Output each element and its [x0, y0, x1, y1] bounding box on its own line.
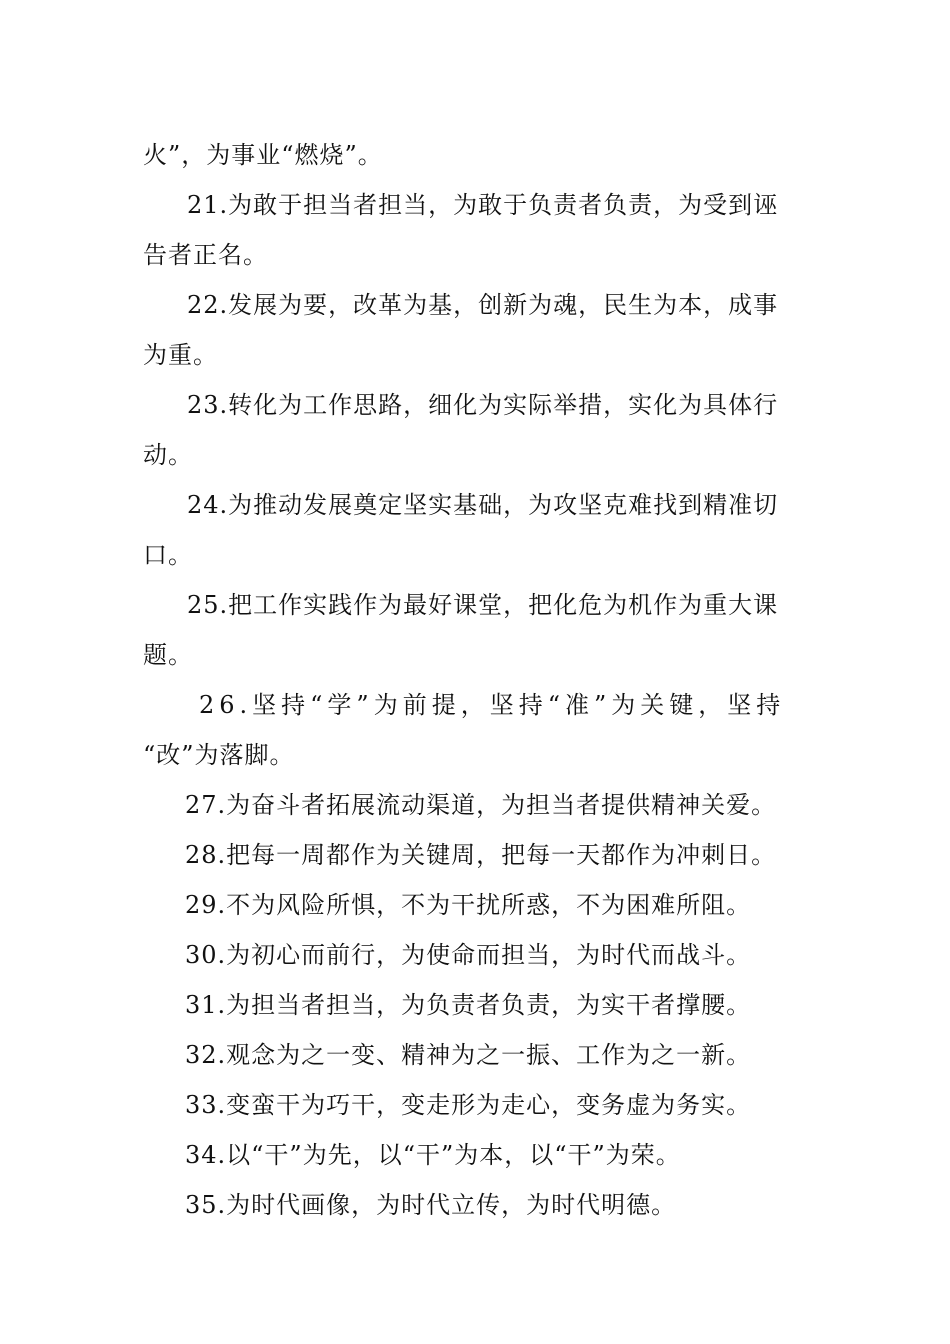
text-line-continuation: 为重。: [143, 341, 218, 369]
text-line-item-32: 32.观念为之一变、精神为之一振、工作为之一新。: [185, 1041, 752, 1069]
text-line-item-24: 24.为推动发展奠定坚实基础，为攻坚克难找到精准切: [187, 491, 779, 519]
text-line-item-30: 30.为初心而前行，为使命而担当，为时代而战斗。: [185, 941, 752, 969]
text-line-item-28: 28.把每一周都作为关键周，把每一天都作为冲刺日。: [185, 841, 777, 869]
text-line-continuation: 告者正名。: [143, 241, 268, 269]
document-body: [143, 130, 808, 1230]
text-line-item-29: 29.不为风险所惧，不为干扰所惑，不为困难所阻。: [185, 891, 752, 919]
text-line-item-35: 35.为时代画像，为时代立传，为时代明德。: [185, 1191, 677, 1219]
text-line-item-21: 21.为敢于担当者担当，为敢于负责者负责，为受到诬: [187, 191, 779, 219]
text-line-item-27: 27.为奋斗者拓展流动渠道，为担当者提供精神关爱。: [185, 791, 777, 819]
text-line-continuation: 动。: [143, 441, 193, 469]
text-line-continuation: 题。: [143, 641, 193, 669]
text-line-item-26: 26.坚持“学”为前提，坚持“准”为关键，坚持: [199, 691, 786, 719]
text-line-continuation: 火”，为事业“燃烧”。: [143, 141, 383, 169]
text-line-item-23: 23.转化为工作思路，细化为实际举措，实化为具体行: [187, 391, 779, 419]
text-line-item-25: 25.把工作实践作为最好课堂，把化危为机作为重大课: [187, 591, 779, 619]
text-line-continuation: “改”为落脚。: [143, 741, 295, 769]
text-line-item-33: 33.变蛮干为巧干，变走形为走心，变务虚为务实。: [185, 1091, 752, 1119]
text-line-continuation: 口。: [143, 541, 193, 569]
text-line-item-22: 22.发展为要，改革为基，创新为魂，民生为本，成事: [187, 291, 779, 319]
text-line-item-34: 34.以“干”为先，以“干”为本，以“干”为荣。: [185, 1141, 681, 1169]
text-line-item-31: 31.为担当者担当，为负责者负责，为实干者撑腰。: [185, 991, 752, 1019]
